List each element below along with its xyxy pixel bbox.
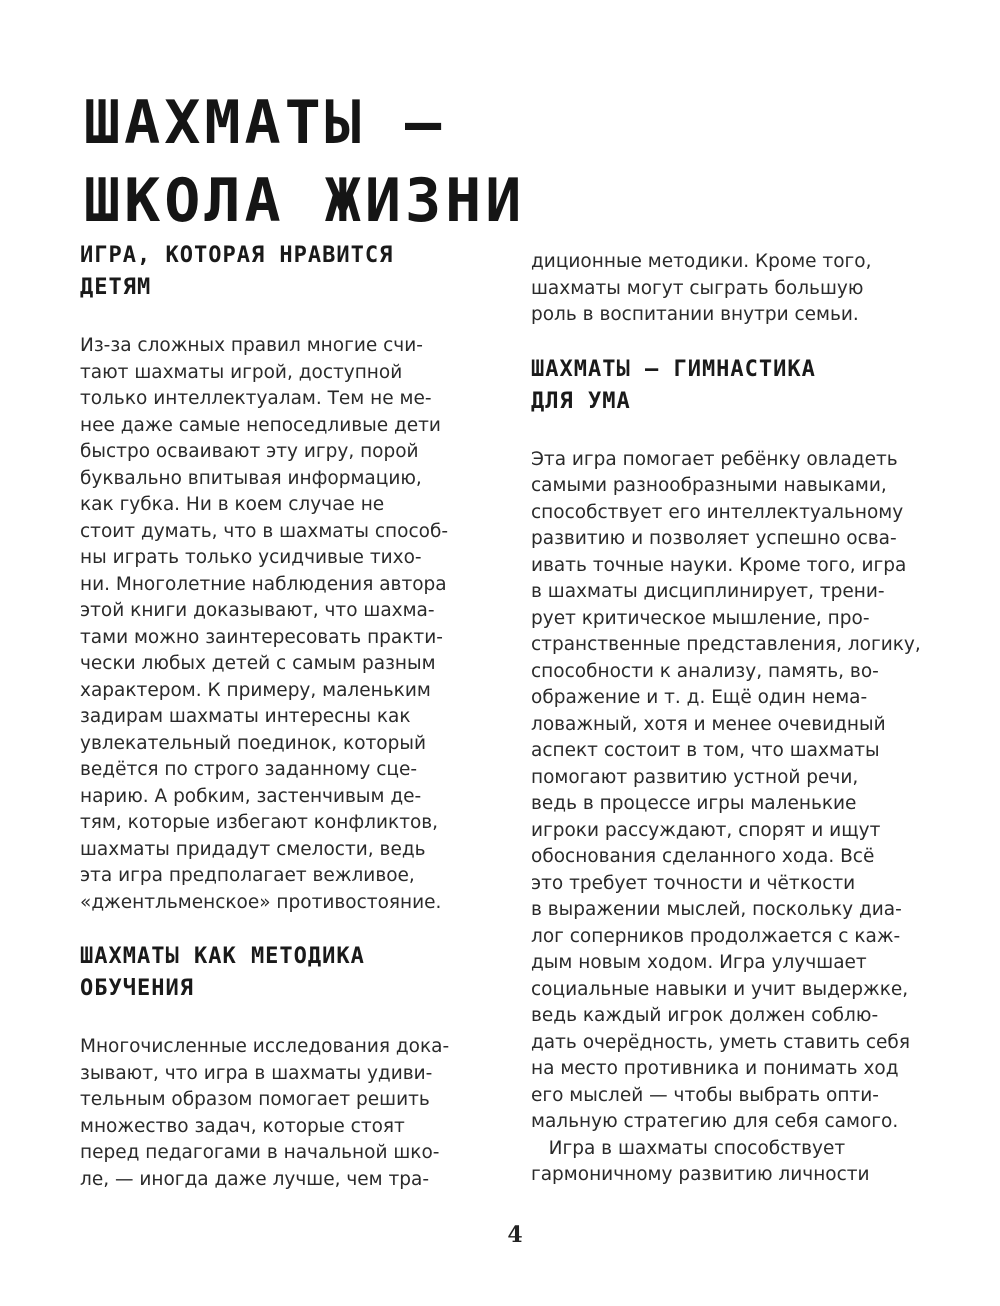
- text-line: гармоничному развитию личности: [531, 1164, 870, 1185]
- text-line: мальную стратегию для себя самого.: [531, 1111, 899, 1132]
- title-line: ШАХМАТЫ —: [84, 88, 446, 158]
- text-line: нее даже самые непоседливые дети: [80, 414, 441, 436]
- left-column: [80, 240, 490, 1193]
- text-line: Эта игра помогает ребёнку овладеть: [531, 448, 898, 470]
- text-line: в шахматы дисциплинирует, трени-: [531, 581, 885, 602]
- text-line: шахматы придадут смелости, ведь: [80, 838, 426, 860]
- heading-line: ШАХМАТЫ — ГИМНАСТИКА: [531, 356, 816, 382]
- text-line: ведь в процессе игры маленькие: [531, 793, 857, 814]
- right-column: [531, 249, 931, 1189]
- text-line: множество задач, которые стоят: [80, 1115, 405, 1137]
- section-heading-game-children-like: [80, 240, 490, 304]
- section-paragraph: [80, 333, 490, 916]
- continued-paragraph: [531, 249, 931, 329]
- text-line: его мыслей — чтобы выбрать опти-: [531, 1084, 879, 1106]
- heading-line: ШАХМАТЫ КАК МЕТОДИКА: [80, 944, 365, 969]
- section-paragraph: [80, 1034, 490, 1193]
- text-line: ведётся по строго заданному сце-: [80, 759, 418, 780]
- text-line: тают шахматы игрой, доступной: [80, 361, 403, 383]
- text-line: способствует его интеллектуальному: [531, 501, 904, 523]
- text-line: перед педагогами в начальной шко-: [80, 1142, 440, 1163]
- text-line: дым новым ходом. Игра улучшает: [531, 952, 867, 973]
- text-line: этой книги доказывают, что шахма-: [80, 600, 435, 621]
- text-line: ны играть только усидчивые тихо-: [80, 547, 422, 568]
- text-line: чески любых детей с самым разным: [80, 653, 436, 674]
- text-line: на место противника и понимать ход: [531, 1058, 899, 1079]
- text-line: аспект состоит в том, что шахматы: [531, 740, 880, 761]
- section-heading-chess-as-method: [80, 941, 490, 1005]
- text-line: диционные методики. Кроме того,: [531, 251, 872, 272]
- text-line: быстро осваивают эту игру, порой: [80, 441, 419, 462]
- text-line: рует критическое мышление, про-: [531, 607, 870, 629]
- text-line: тельным образом помогает решить: [80, 1089, 430, 1110]
- text-line: странственные представления, логику,: [531, 634, 921, 655]
- text-line: ведь каждый игрок должен соблю-: [531, 1005, 879, 1026]
- text-line: социальные навыки и учит выдержке,: [531, 978, 909, 1000]
- text-line: роль в воспитании внутри семьи.: [531, 304, 859, 325]
- section-paragraph: [531, 447, 931, 1189]
- text-line: способности к анализу, память, во-: [531, 660, 879, 682]
- text-line: нарию. А робким, застенчивым де-: [80, 785, 422, 807]
- text-line: как губка. Ни в коем случае не: [80, 494, 385, 515]
- text-line: это требует точности и чёткости: [531, 872, 856, 894]
- text-line: в выражении мыслей, поскольку диа-: [531, 899, 902, 920]
- text-line: тами можно заинтересовать практи-: [80, 626, 443, 648]
- text-line: ловажный, хотя и менее очевидный: [531, 713, 886, 735]
- text-line: развитию и позволяет успешно осва-: [531, 528, 897, 549]
- text-line: ни. Многолетние наблюдения автора: [80, 573, 447, 595]
- text-line: зывают, что игра в шахматы удиви-: [80, 1062, 433, 1084]
- text-line: игроки рассуждают, спорят и ищут: [531, 819, 881, 841]
- text-line: обоснования сделанного хода. Всё: [531, 846, 875, 867]
- text-line: шахматы могут сыграть большую: [531, 277, 864, 299]
- text-line: буквально впитывая информацию,: [80, 467, 422, 489]
- page-title: [84, 84, 525, 240]
- text-line: эта игра предполагает вежливое,: [80, 865, 415, 886]
- text-line: ображение и т. д. Ещё один нема-: [531, 687, 868, 708]
- text-line: Многочисленные исследования дока-: [80, 1036, 450, 1057]
- text-line: ивать точные науки. Кроме того, игра: [531, 554, 907, 576]
- page-number: 4: [507, 1222, 523, 1248]
- text-line: Из-за сложных правил многие счи-: [80, 335, 423, 356]
- text-line: характером. К примеру, маленьким: [80, 679, 431, 701]
- text-line: лог соперников продолжается с каж-: [531, 925, 901, 947]
- text-line: только интеллектуалам. Тем не ме-: [80, 388, 432, 409]
- heading-line: ОБУЧЕНИЯ: [80, 976, 194, 1001]
- text-line: дать очерёдность, уметь ставить себя: [531, 1031, 910, 1053]
- text-line: задирам шахматы интересны как: [80, 706, 411, 727]
- text-line: стоит думать, что в шахматы способ-: [80, 520, 449, 542]
- heading-line: ДЕТЯМ: [80, 275, 152, 300]
- text-line: тям, которые избегают конфликтов,: [80, 812, 439, 833]
- text-line: увлекательный поединок, который: [80, 732, 426, 754]
- section-heading-chess-gymnastics: [531, 354, 931, 418]
- heading-line: ДЛЯ УМА: [531, 388, 631, 414]
- text-line: ле, — иногда даже лучше, чем тра-: [80, 1168, 430, 1190]
- text-line: «джентльменское» противостояние.: [80, 891, 442, 913]
- text-line: самыми разнообразными навыками,: [531, 475, 887, 496]
- text-line: помогают развитию устной речи,: [531, 766, 859, 788]
- heading-line: ИГРА, КОТОРАЯ НРАВИТСЯ: [80, 243, 394, 268]
- title-line: ШКОЛА ЖИЗНИ: [84, 166, 526, 236]
- text-line: Игра в шахматы способствует: [531, 1137, 846, 1159]
